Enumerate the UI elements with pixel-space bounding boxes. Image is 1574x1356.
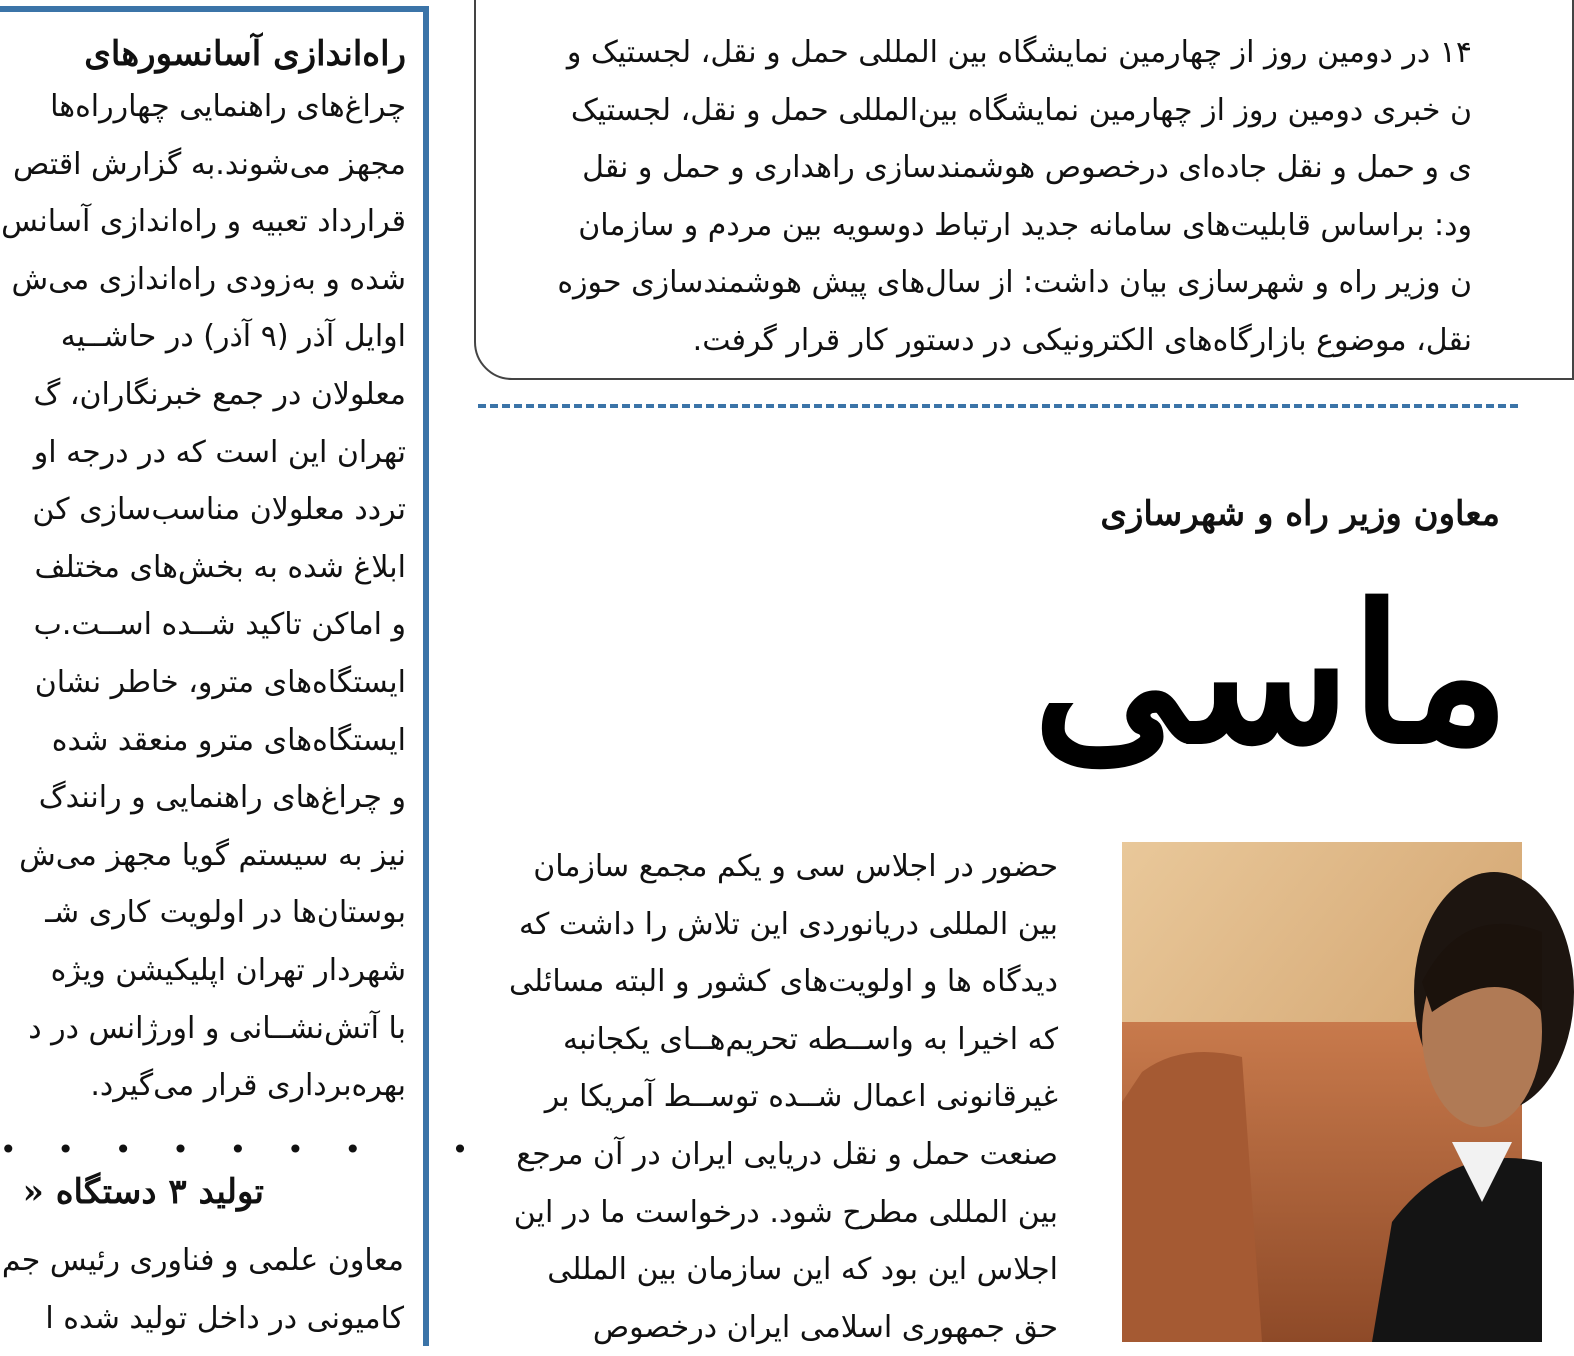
article-headline: ماسی [1032, 563, 1510, 786]
sidebar-second-body [0, 1232, 404, 1347]
sidebar-text-line: قرارداد تعبیه و راه‌اندازی آسانس [1, 204, 406, 240]
portrait-image [1122, 842, 1522, 1342]
article-body-line: دیدگاه ها و اولویت‌های کشور و البته مسائلی [509, 964, 1058, 1000]
sidebar-body [0, 78, 406, 1115]
dotted-separator: • • • • • • • • [0, 1133, 485, 1166]
article-subhead: معاون وزیر راه و شهرسازی [1100, 494, 1500, 534]
sidebar-text-line: ایستگاه‌های مترو منعقد شده [51, 722, 406, 758]
sidebar-article [0, 30, 406, 1115]
sidebar-text-line: تردد معلولان مناسب‌سازی کن [32, 492, 406, 528]
article-body-line: حق جمهوری اسلامی ایران درخصوص [592, 1309, 1058, 1345]
top-news-box [474, 0, 1574, 380]
article-body-line: که اخیرا به واســطه تحریم‌هــای یکجانبه [562, 1021, 1058, 1057]
top-news-line: نقل، موضوع بازارگاه‌های الکترونیکی در دستور کار قرار گرفت. [692, 322, 1472, 358]
top-news-line: ن خبری دومین روز از چهارمین نمایشگاه بین‌المللی حمل و نقل، لجستیک [570, 92, 1472, 128]
sidebar-text-line: نیز به سیستم گویا مجهز می‌ش [19, 837, 406, 873]
sidebar-text-line: ایستگاه‌های مترو، خاطر نشان [34, 664, 406, 700]
sidebar-second-text-line: کامیونی در داخل تولید شده ا [45, 1300, 404, 1336]
top-news-line: ن وزیر راه و شهرسازی بیان داشت: از سال‌های پیش هوشمندسازی حوزه [557, 265, 1472, 301]
sidebar-text-line: بهره‌برداری قرار می‌گیرد. [90, 1068, 406, 1104]
sidebar-text-line: با آتش‌نشــانی و اورژانس در د [28, 1010, 406, 1046]
sidebar-second-text-line: معاون علمی و فناوری رئیس جم [1, 1243, 404, 1278]
sidebar-text-line: معلولان در جمع خبرنگاران، گ [33, 376, 406, 412]
sidebar-text-line: شهردار تهران اپلیکیشن ویژه [50, 952, 406, 988]
sidebar-second-title: تولید ۳ دستگاه « [22, 1172, 264, 1212]
top-news-line: ۱۴ در دومین روز از چهارمین نمایشگاه بین المللی حمل و نقل، لجستیک و [566, 35, 1472, 70]
article-body-line: صنعت حمل و نقل دریایی ایران در آن مرجع [516, 1136, 1058, 1172]
article-body-line: اجلاس این بود که این سازمان بین المللی [547, 1252, 1058, 1288]
article-body-line: بین المللی دریانوردی این تلاش را داشت که [518, 906, 1058, 942]
article-body [488, 838, 1058, 1356]
dashed-divider [478, 404, 1518, 408]
sidebar-text-line: مجهز می‌شوند.به گزارش اقتص [13, 146, 406, 182]
sidebar-text-line: تهران این است که در درجه او [33, 434, 406, 470]
sidebar-title: راه‌اندازی آسانسورهای [84, 34, 406, 74]
sidebar-text-line: بوستان‌ها در اولویت کاری شـ [45, 895, 406, 931]
sidebar-text-line: چراغ‌های راهنمایی چهارراه‌ها [50, 89, 406, 124]
article-body-line: حضور در اجلاس سی و یکم مجمع سازمان [533, 849, 1058, 884]
sidebar-text-line: ابلاغ شده به بخش‌های مختلف [34, 549, 406, 585]
sidebar-text-line: و چراغ‌های راهنمایی و رانندگ [38, 780, 406, 816]
sidebar-text-line: و اماکن تاکید شــده اســت.ب [33, 607, 406, 643]
sidebar-text-line: اوایل آذر (۹ آذر) در حاشــیه [60, 319, 406, 355]
article-photo [1122, 842, 1522, 1342]
top-news-line: ود: براساس قابلیت‌های سامانه جدید ارتباط دوسویه بین مردم و سازمان [578, 207, 1472, 243]
sidebar-text-line: شده و به‌زودی راه‌اندازی می‌ش [11, 261, 406, 297]
top-news-line: ی و حمل و نقل جاده‌ای درخصوص هوشمندسازی راهداری و حمل و نقل [582, 150, 1472, 186]
sidebar-column [0, 0, 485, 1336]
article-body-line: بین المللی مطرح شود. درخواست ما در این [513, 1194, 1058, 1230]
top-news-text [472, 24, 1472, 370]
article-body-line: غیرقانونی اعمال شــده توســط آمریکا بر [544, 1079, 1058, 1115]
